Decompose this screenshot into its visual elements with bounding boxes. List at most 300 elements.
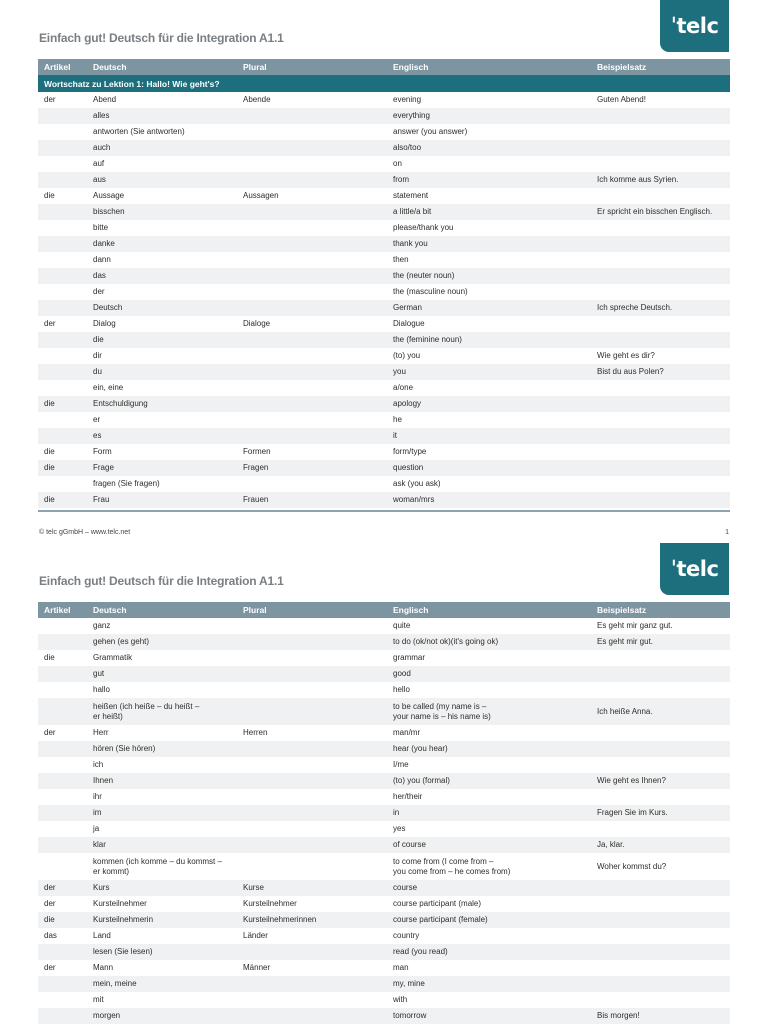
cell-artikel: der (38, 880, 87, 896)
cell-beispielsatz: Bis morgen! (591, 1008, 730, 1024)
telc-logo: ˈtelc (660, 543, 729, 595)
cell-englisch: course participant (female) (387, 912, 591, 928)
cell-artikel: die (38, 492, 87, 508)
cell-artikel (38, 992, 87, 1008)
cell-beispielsatz (591, 960, 730, 976)
cell-plural (237, 853, 387, 880)
cell-plural: Kursteilnehmer (243, 899, 297, 908)
cell-beispielsatz (591, 741, 730, 757)
table-row (38, 124, 730, 140)
cell-artikel (38, 618, 87, 634)
vocabulary-table (38, 59, 730, 508)
header-deutsch: Deutsch (87, 602, 237, 618)
cell-artikel: die (38, 188, 87, 204)
cell-deutsch: im (87, 805, 237, 821)
vocabulary-table (38, 602, 730, 1024)
table-row (38, 92, 730, 108)
table-row (38, 396, 730, 412)
cell-deutsch: Ihnen (87, 773, 237, 789)
cell-plural (237, 172, 387, 188)
cell-plural: Fragen (237, 460, 387, 476)
table-row (38, 412, 730, 428)
lesson-heading-row (38, 75, 730, 92)
cell-deutsch: gut (87, 666, 237, 682)
cell-deutsch: hallo (93, 685, 110, 694)
table-row (38, 460, 730, 476)
cell-englisch: ask (you ask) (387, 476, 591, 492)
cell-beispielsatz: Guten Abend! (591, 92, 730, 108)
cell-beispielsatz (591, 789, 730, 805)
cell-artikel (38, 1008, 87, 1024)
table-row (38, 492, 730, 508)
cell-englisch: country (393, 931, 420, 940)
table-row (38, 928, 730, 944)
cell-beispielsatz: Fragen Sie im Kurs. (591, 805, 730, 821)
cell-deutsch: das (87, 268, 237, 284)
cell-englisch: then (387, 252, 591, 268)
table-row (38, 348, 730, 364)
footer-copyright: © telc gGmbH – www.telc.net (39, 529, 131, 536)
table-row (38, 172, 730, 188)
cell-deutsch: Aussage (87, 188, 237, 204)
cell-beispielsatz (591, 912, 730, 928)
cell-englisch: course (387, 880, 591, 896)
cell-artikel: die (38, 444, 87, 460)
cell-artikel (38, 853, 87, 880)
cell-plural (237, 412, 387, 428)
cell-artikel (38, 476, 87, 492)
cell-beispielsatz: Ich komme aus Syrien. (591, 172, 730, 188)
cell-deutsch: hören (Sie hören) (87, 741, 237, 757)
cell-plural (237, 976, 387, 992)
cell-englisch: I/me (393, 760, 409, 769)
cell-plural (237, 992, 387, 1008)
cell-deutsch: Kurs (87, 880, 237, 896)
cell-artikel (38, 156, 87, 172)
cell-beispielsatz (591, 268, 730, 284)
cell-plural: Kurse (237, 880, 387, 896)
cell-artikel (38, 172, 87, 188)
cell-plural (237, 789, 387, 805)
table-row (38, 268, 730, 284)
cell-englisch: form/type (387, 444, 591, 460)
cell-deutsch: du (87, 364, 237, 380)
cell-plural (237, 220, 387, 236)
table-row (38, 284, 730, 300)
cell-beispielsatz (591, 316, 730, 332)
cell-artikel (38, 236, 87, 252)
table-row (38, 156, 730, 172)
page-number: 1 (725, 529, 729, 536)
cell-artikel: das (44, 931, 57, 940)
table-row (38, 380, 730, 396)
table-row (38, 252, 730, 268)
table-row (38, 960, 730, 976)
cell-deutsch: ganz (93, 621, 111, 630)
cell-artikel (38, 108, 87, 124)
table-row (38, 992, 730, 1008)
cell-beispielsatz (591, 380, 730, 396)
cell-artikel (38, 944, 87, 960)
cell-plural (237, 773, 387, 789)
table-row (38, 428, 730, 444)
cell-plural (237, 634, 387, 650)
cell-deutsch: Abend (87, 92, 237, 108)
cell-deutsch: Kursteilnehmer (93, 899, 147, 908)
cell-beispielsatz (591, 412, 730, 428)
cell-deutsch: Kursteilnehmerin (87, 912, 237, 928)
cell-plural (237, 380, 387, 396)
cell-artikel (38, 773, 87, 789)
cell-plural (237, 757, 387, 773)
cell-deutsch: Frage (87, 460, 237, 476)
cell-englisch: apology (387, 396, 591, 412)
cell-deutsch: Herr (93, 728, 109, 737)
cell-englisch: hear (you hear) (387, 741, 591, 757)
cell-artikel (38, 268, 87, 284)
cell-deutsch: die (87, 332, 237, 348)
cell-deutsch: alles (87, 108, 237, 124)
cell-artikel (38, 380, 87, 396)
cell-englisch: (to) you (formal) (387, 773, 591, 789)
table-row (38, 236, 730, 252)
table-row (38, 757, 730, 773)
table-row (38, 634, 730, 650)
table-row (38, 773, 730, 789)
cell-plural (237, 805, 387, 821)
cell-artikel (38, 757, 87, 773)
cell-beispielsatz: Er spricht ein bisschen Englisch. (591, 204, 730, 220)
cell-beispielsatz: Wie geht es dir? (591, 348, 730, 364)
cell-englisch: Dialogue (387, 316, 591, 332)
header-beispielsatz: Beispielsatz (591, 602, 730, 618)
cell-englisch: tomorrow (387, 1008, 591, 1024)
cell-deutsch: mein, meine (87, 976, 237, 992)
cell-beispielsatz: Es geht mir ganz gut. (597, 621, 673, 630)
cell-englisch: a/one (387, 380, 591, 396)
header-artikel: Artikel (38, 602, 87, 618)
cell-beispielsatz: Ich spreche Deutsch. (591, 300, 730, 316)
cell-beispielsatz: Bist du aus Polen? (591, 364, 730, 380)
table-row (38, 853, 730, 880)
cell-plural: Frauen (237, 492, 387, 508)
cell-englisch: question (387, 460, 591, 476)
cell-artikel (38, 284, 87, 300)
cell-beispielsatz (591, 252, 730, 268)
cell-deutsch: bitte (87, 220, 237, 236)
cell-plural (237, 698, 387, 725)
cell-plural (237, 741, 387, 757)
cell-beispielsatz (591, 492, 730, 508)
cell-plural: Kursteilnehmerinnen (237, 912, 387, 928)
table-row (38, 912, 730, 928)
cell-beispielsatz (591, 992, 730, 1008)
cell-deutsch: der (87, 284, 237, 300)
cell-englisch: good (387, 666, 591, 682)
cell-deutsch: Land (93, 931, 111, 940)
cell-artikel (38, 698, 87, 725)
cell-plural (237, 396, 387, 412)
cell-plural (237, 944, 387, 960)
cell-deutsch: dann (87, 252, 237, 268)
cell-artikel (38, 789, 87, 805)
cell-plural (237, 837, 387, 853)
cell-artikel (38, 348, 87, 364)
table-header-row (38, 59, 730, 75)
cell-plural: Herren (243, 728, 268, 737)
cell-plural: Länder (243, 931, 268, 940)
lesson-heading: Wortschatz zu Lektion 1: Hallo! Wie geht's? (38, 75, 730, 92)
cell-englisch: her/their (393, 792, 423, 801)
table-row (38, 944, 730, 960)
header-plural: Plural (237, 602, 387, 618)
cell-plural (237, 284, 387, 300)
cell-plural (237, 682, 387, 698)
cell-deutsch: Grammatik (93, 653, 133, 662)
cell-beispielsatz (591, 156, 730, 172)
cell-deutsch: er (87, 412, 237, 428)
cell-englisch: of course (387, 837, 591, 853)
cell-artikel (38, 741, 87, 757)
cell-deutsch: kommen (ich komme – du kommst – er kommt) (93, 856, 222, 876)
cell-englisch: course participant (male) (393, 899, 482, 908)
cell-beispielsatz (591, 460, 730, 476)
cell-beispielsatz: Woher kommst du? (597, 861, 667, 871)
cell-beispielsatz (591, 428, 730, 444)
telc-logo: ˈtelc (660, 0, 729, 52)
cell-englisch: German (387, 300, 591, 316)
header-deutsch: Deutsch (87, 59, 237, 75)
cell-artikel: die (38, 460, 87, 476)
cell-englisch: grammar (393, 653, 426, 662)
cell-plural: Aussagen (237, 188, 387, 204)
cell-beispielsatz (591, 220, 730, 236)
cell-deutsch: Dialog (87, 316, 237, 332)
cell-beispielsatz (591, 725, 730, 741)
cell-artikel (38, 140, 87, 156)
cell-deutsch: Frau (87, 492, 237, 508)
cell-englisch: thank you (387, 236, 591, 252)
cell-artikel (38, 204, 87, 220)
table-row (38, 896, 730, 912)
table-row (38, 725, 730, 741)
cell-englisch: yes (393, 824, 406, 833)
table-row (38, 220, 730, 236)
cell-beispielsatz: Wie geht es Ihnen? (591, 773, 730, 789)
cell-artikel (38, 682, 87, 698)
cell-englisch: also/too (387, 140, 591, 156)
cell-plural (237, 124, 387, 140)
cell-beispielsatz (591, 332, 730, 348)
cell-englisch: to be called (my name is – your name is – his name is) (387, 698, 591, 725)
cell-englisch: in (387, 805, 591, 821)
header-englisch: Englisch (387, 59, 591, 75)
cell-plural: Formen (237, 444, 387, 460)
cell-artikel (38, 821, 87, 837)
cell-englisch: please/thank you (387, 220, 591, 236)
table-row (38, 976, 730, 992)
cell-englisch: (to) you (387, 348, 591, 364)
cell-englisch: woman/mrs (387, 492, 591, 508)
cell-beispielsatz: Es geht mir gut. (591, 634, 730, 650)
table-row (38, 650, 730, 666)
cell-beispielsatz (591, 124, 730, 140)
cell-artikel: der (38, 92, 87, 108)
cell-beispielsatz (591, 757, 730, 773)
cell-artikel (38, 252, 87, 268)
cell-beispielsatz: Ja, klar. (591, 837, 730, 853)
table-row (38, 108, 730, 124)
cell-englisch: statement (387, 188, 591, 204)
cell-artikel (38, 364, 87, 380)
table-row (38, 140, 730, 156)
cell-artikel: die (38, 396, 87, 412)
cell-deutsch: auf (87, 156, 237, 172)
cell-deutsch: bisschen (87, 204, 237, 220)
cell-deutsch: Entschuldigung (87, 396, 237, 412)
page-2 (0, 543, 768, 1024)
table-row (38, 741, 730, 757)
cell-beispielsatz (591, 188, 730, 204)
cell-englisch: man (393, 963, 409, 972)
cell-deutsch: auch (87, 140, 237, 156)
cell-artikel (38, 634, 87, 650)
table-row (38, 1008, 730, 1024)
cell-artikel: der (44, 899, 56, 908)
cell-beispielsatz (591, 236, 730, 252)
cell-artikel (38, 300, 87, 316)
cell-plural: Männer (243, 963, 271, 972)
cell-beispielsatz (591, 444, 730, 460)
cell-artikel: die (44, 653, 55, 662)
cell-deutsch: antworten (Sie antworten) (87, 124, 237, 140)
cell-artikel: der (38, 316, 87, 332)
cell-deutsch: klar (87, 837, 237, 853)
cell-deutsch: ich (93, 760, 104, 769)
cell-englisch: on (387, 156, 591, 172)
cell-deutsch: Deutsch (87, 300, 237, 316)
cell-plural (237, 476, 387, 492)
table-row (38, 821, 730, 837)
cell-deutsch: ein, eine (87, 380, 237, 396)
table-row (38, 618, 730, 634)
table-row (38, 682, 730, 698)
cell-beispielsatz (591, 666, 730, 682)
cell-deutsch: heißen (ich heiße – du heißt – er heißt) (87, 698, 237, 725)
cell-artikel (38, 428, 87, 444)
table-row (38, 698, 730, 725)
cell-englisch: the (feminine noun) (387, 332, 591, 348)
cell-beispielsatz (591, 976, 730, 992)
cell-deutsch: gehen (es geht) (87, 634, 237, 650)
cell-plural (237, 108, 387, 124)
header-artikel: Artikel (38, 59, 87, 75)
cell-artikel (38, 220, 87, 236)
cell-artikel (38, 837, 87, 853)
cell-englisch: the (masculine noun) (387, 284, 591, 300)
cell-deutsch: ihr (93, 792, 102, 801)
document-title: Einfach gut! Deutsch für die Integration A1.1 (39, 574, 284, 588)
cell-englisch: a little/a bit (387, 204, 591, 220)
cell-plural (237, 428, 387, 444)
table-row (38, 476, 730, 492)
cell-plural (237, 348, 387, 364)
cell-deutsch: Mann (93, 963, 114, 972)
cell-artikel (38, 124, 87, 140)
cell-artikel: der (44, 963, 56, 972)
cell-beispielsatz (591, 821, 730, 837)
cell-deutsch: Form (87, 444, 237, 460)
cell-englisch: the (neuter noun) (387, 268, 591, 284)
header-englisch: Englisch (387, 602, 591, 618)
table-row (38, 204, 730, 220)
cell-beispielsatz (591, 682, 730, 698)
cell-beispielsatz (591, 140, 730, 156)
cell-artikel (38, 412, 87, 428)
table-row (38, 666, 730, 682)
cell-plural (237, 140, 387, 156)
table-row (38, 316, 730, 332)
cell-beispielsatz (591, 476, 730, 492)
cell-englisch: to come from (I come from – you come from – he comes from) (393, 856, 511, 876)
table-row (38, 837, 730, 853)
cell-beispielsatz (591, 928, 730, 944)
cell-englisch: answer (you answer) (387, 124, 591, 140)
table-row (38, 880, 730, 896)
cell-englisch: my, mine (387, 976, 591, 992)
table-row (38, 188, 730, 204)
table-row (38, 805, 730, 821)
cell-deutsch: mit (93, 995, 104, 1004)
cell-englisch: with (393, 995, 408, 1004)
cell-artikel: der (44, 728, 56, 737)
cell-beispielsatz (591, 880, 730, 896)
cell-plural (237, 156, 387, 172)
cell-plural (237, 252, 387, 268)
cell-plural (237, 236, 387, 252)
cell-plural (237, 821, 387, 837)
cell-plural (237, 268, 387, 284)
cell-englisch: you (387, 364, 591, 380)
cell-artikel (38, 976, 87, 992)
cell-deutsch: es (87, 428, 237, 444)
cell-englisch: he (387, 412, 591, 428)
cell-englisch: from (387, 172, 591, 188)
cell-plural (237, 364, 387, 380)
cell-deutsch: fragen (Sie fragen) (87, 476, 237, 492)
cell-artikel (38, 805, 87, 821)
cell-englisch: read (you read) (387, 944, 591, 960)
cell-plural: Abende (237, 92, 387, 108)
cell-artikel: die (38, 912, 87, 928)
cell-plural (237, 618, 387, 634)
header-beispielsatz: Beispielsatz (591, 59, 730, 75)
cell-englisch: it (387, 428, 591, 444)
cell-englisch: man/mr (393, 728, 421, 737)
cell-beispielsatz (591, 944, 730, 960)
cell-plural (237, 1008, 387, 1024)
cell-plural (237, 204, 387, 220)
cell-artikel (38, 666, 87, 682)
cell-beispielsatz (591, 650, 730, 666)
cell-beispielsatz (591, 284, 730, 300)
cell-englisch: hello (393, 685, 410, 694)
cell-artikel (38, 332, 87, 348)
table-row (38, 444, 730, 460)
cell-plural: Dialoge (237, 316, 387, 332)
table-row (38, 364, 730, 380)
cell-deutsch: morgen (87, 1008, 237, 1024)
